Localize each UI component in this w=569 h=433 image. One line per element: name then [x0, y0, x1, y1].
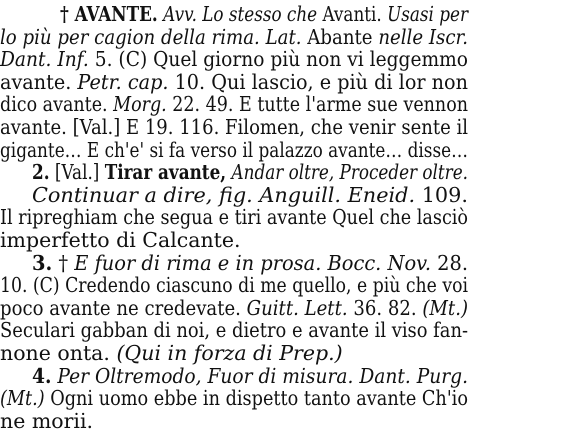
- entry-line: [0, 319, 474, 342]
- entry-line: [0, 116, 474, 139]
- entry-line-text: [0, 139, 468, 162]
- italic-text: Dant. Inf.: [0, 47, 89, 72]
- entry-line: [0, 297, 474, 320]
- italic-text: Avv. Lo stesso che: [163, 2, 318, 26]
- entry-line: [0, 26, 474, 49]
- plain-text: 109.: [415, 182, 468, 207]
- bold-text: † AVANTE.: [60, 2, 158, 26]
- entry-line-text: [0, 71, 468, 94]
- entry-line-text: [0, 206, 468, 229]
- entry-line: [0, 71, 474, 94]
- entry-line: [60, 3, 474, 26]
- plain-text: Seculari gabban di noi, e dietro e avante il viso fan-: [0, 318, 469, 343]
- entry-line: [0, 206, 474, 229]
- italic-text: (Qui in forza di Prep.): [116, 341, 343, 365]
- plain-text: 5. (C) Quel giorno più non vi leggemmo: [88, 47, 469, 72]
- bold-text: Tirar avante,: [104, 160, 227, 185]
- entry-line: [0, 342, 474, 365]
- entry-line: [32, 161, 474, 184]
- entry-line: [32, 252, 474, 275]
- plain-text: ne morii.: [0, 408, 94, 433]
- bold-text: 3.: [32, 250, 53, 275]
- entry-line: [0, 93, 474, 116]
- italic-text: Usasi per: [387, 2, 468, 26]
- entry-line-text: [32, 252, 468, 275]
- entry-line-text: [32, 365, 468, 388]
- italic-text: Petr. cap.: [77, 69, 169, 94]
- entry-line: [32, 184, 474, 207]
- entry-line-text: [0, 297, 468, 320]
- plain-text: Ogni uomo ebbe in dispetto tanto avante Ch'io: [44, 386, 468, 411]
- entry-line-text: [0, 93, 468, 116]
- italic-text: nelle Iscr.: [378, 24, 468, 49]
- plain-text: gigante… E ch'e' si fa verso il palazzo avante… disse…: [0, 137, 468, 162]
- plain-text: avante. [Val.] E 19. 116. Filomen, che venir sente il: [0, 115, 468, 139]
- entry-line-text: [0, 342, 343, 365]
- italic-text: (Mt.): [0, 386, 45, 411]
- entry-line: [0, 387, 474, 410]
- italic-text: Guitt. Lett.: [246, 295, 348, 320]
- entry-line-text: [0, 229, 241, 252]
- plain-text: 10. (C) Credendo ciascuno di me quello, e più che voi: [0, 273, 469, 298]
- entry-line-text: [60, 3, 468, 26]
- italic-text: E fuor di rima e in prosa. Bocc. Nov.: [74, 250, 431, 275]
- entry-line: [0, 139, 474, 162]
- entry-line-text: [32, 184, 468, 207]
- plain-text: †: [52, 250, 75, 275]
- italic-text: Andar oltre, Proceder oltre.: [231, 160, 469, 185]
- italic-text: Continuar a dire, fig. Anguill. Eneid.: [32, 182, 416, 207]
- italic-text: Morg.: [113, 92, 167, 117]
- bold-text: 2.: [32, 160, 50, 185]
- plain-text: 22. 49. E tutte l'arme sue vennon: [166, 92, 468, 117]
- entry-line: [32, 365, 474, 388]
- entry-line: [0, 274, 474, 297]
- plain-text: none onta.: [0, 341, 117, 365]
- entry-line: [0, 410, 474, 433]
- plain-text: 10. Qui lascio, e più di lor non: [168, 69, 468, 94]
- plain-text: poco avante ne credevate.: [0, 295, 247, 320]
- bold-text: 4.: [32, 363, 52, 388]
- plain-text: avante.: [0, 69, 78, 94]
- plain-text: imperfetto di Calcante.: [0, 228, 241, 252]
- plain-text: 28.: [430, 250, 469, 275]
- plain-text: [Val.]: [49, 160, 105, 185]
- entry-line: [0, 229, 474, 252]
- plain-text: Avanti.: [317, 2, 388, 26]
- entry-line-text: [0, 319, 468, 342]
- entry-line-text: [0, 26, 468, 49]
- plain-text: 36. 82.: [347, 295, 423, 320]
- entry-line-text: [0, 48, 468, 71]
- plain-text: Abante: [301, 24, 379, 49]
- entry-line-text: [32, 161, 468, 184]
- entry-line-text: [0, 410, 93, 433]
- italic-text: lo più per cagion della rima. Lat.: [0, 24, 302, 49]
- entry-line-text: [0, 116, 468, 139]
- entry-line-text: [0, 387, 468, 410]
- plain-text: Il ripreghiam che segua e tiri avante Quel che lasciò: [0, 205, 469, 230]
- italic-text: (Mt.): [422, 295, 469, 320]
- entry-line: [0, 48, 474, 71]
- entry-line-text: [0, 274, 468, 297]
- plain-text: dico avante.: [0, 92, 114, 117]
- italic-text: Per Oltremodo, Fuor di misura. Dant. Purg.: [57, 363, 469, 388]
